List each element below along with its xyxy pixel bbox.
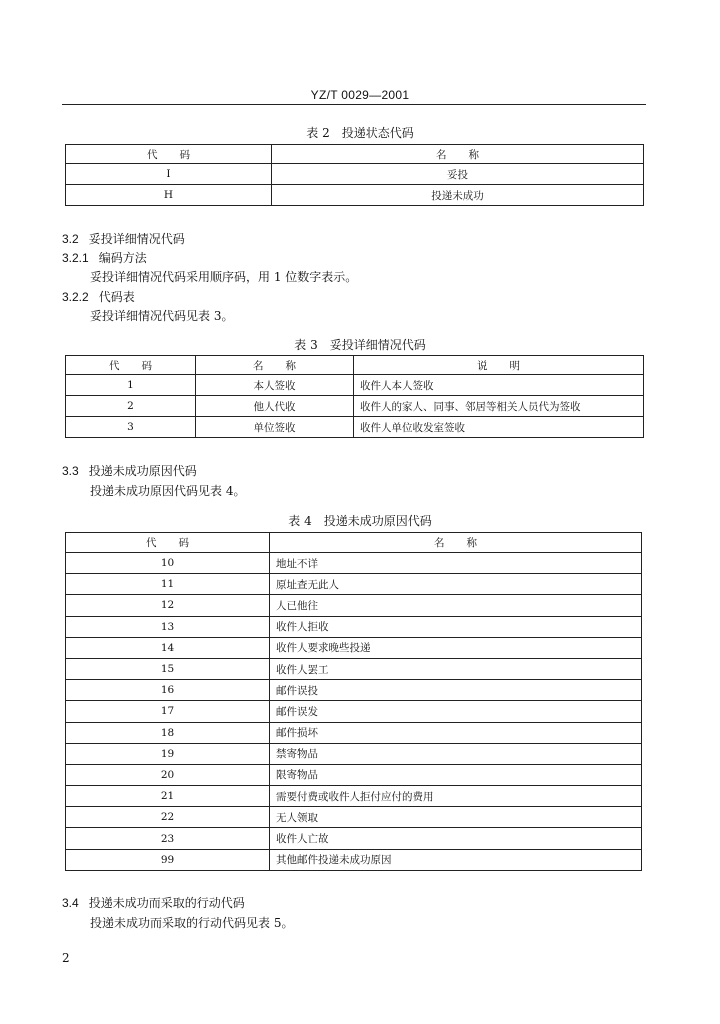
table2 [65,144,644,206]
cell-code: 13 [66,616,270,637]
cell-name: 无人领取 [270,807,642,828]
cell-code: 22 [66,807,270,828]
cell-name: 人已他往 [270,595,642,616]
cell-name: 他人代收 [196,396,354,417]
cell-code: I [66,164,272,185]
standard-number: YZ/T 0029—2001 [310,88,410,102]
cell-name: 妥投 [272,164,644,185]
cell-name: 邮件误投 [270,680,642,701]
col-header-code: 代码 [66,533,270,553]
section-3-4-text: 投递未成功而采取的行动代码见表 5。 [90,916,294,930]
table-row [66,375,644,396]
cell-code: 20 [66,764,270,785]
cell-code: 12 [66,595,270,616]
cell-name: 邮件损坏 [270,722,642,743]
section-3-4: 3.4 投递未成功而采取的行动代码 [62,896,245,910]
col-header-name: 名称 [270,533,642,553]
table-row [66,807,642,828]
cell-name: 其他邮件投递未成功原因 [270,849,642,870]
table-row [66,417,644,438]
cell-code: 15 [66,658,270,679]
cell-code: 16 [66,680,270,701]
table-header-row [66,533,642,553]
cell-code: 3 [66,417,196,438]
table-row [66,786,642,807]
cell-code: 19 [66,743,270,764]
cell-name: 收件人拒收 [270,616,642,637]
cell-desc: 收件人的家人、同事、邻居等相关人员代为签收 [354,396,644,417]
table4-body [66,553,642,871]
cell-code: 10 [66,553,270,574]
cell-desc: 收件人单位收发室签收 [354,417,644,438]
cell-code: 21 [66,786,270,807]
cell-code: 17 [66,701,270,722]
table-row [66,616,642,637]
cell-name: 需要付费或收件人拒付应付的费用 [270,786,642,807]
table-row [66,396,644,417]
cell-code: 18 [66,722,270,743]
cell-name: 本人签收 [196,375,354,396]
table4-caption: 表 4 投递未成功原因代码 [288,514,432,528]
cell-code: 2 [66,396,196,417]
col-header-name: 名称 [272,145,644,164]
table-row [66,574,642,595]
table-row [66,828,642,849]
section-3-2-1: 3.2.1 编码方法 [62,251,147,265]
cell-name: 邮件误发 [270,701,642,722]
cell-name: 地址不详 [270,553,642,574]
cell-name: 禁寄物品 [270,743,642,764]
table-row [66,722,642,743]
header-rule [62,104,646,105]
cell-name: 单位签收 [196,417,354,438]
table3-caption: 表 3 妥投详细情况代码 [294,338,426,352]
cell-code: 99 [66,849,270,870]
cell-code: H [66,185,272,206]
table-row [66,743,642,764]
table-row [66,595,642,616]
cell-name: 投递未成功 [272,185,644,206]
cell-name: 收件人要求晚些投递 [270,637,642,658]
table3 [65,355,644,438]
cell-name: 原址查无此人 [270,574,642,595]
cell-name: 收件人罢工 [270,658,642,679]
table2-caption: 表 2 投递状态代码 [306,126,414,140]
cell-desc: 收件人本人签收 [354,375,644,396]
cell-code: 14 [66,637,270,658]
section-3-2-1-text: 妥投详细情况代码采用顺序码，用 1 位数字表示。 [90,270,358,284]
table-row [66,764,642,785]
table-row [66,658,642,679]
cell-name: 收件人亡故 [270,828,642,849]
col-header-name: 名称 [196,356,354,375]
table-row [66,553,642,574]
section-3-2-2-text: 妥投详细情况代码见表 3。 [90,309,234,323]
section-3-2-2: 3.2.2 代码表 [62,290,135,304]
section-3-3-text: 投递未成功原因代码见表 4。 [90,484,246,498]
col-header-code: 代码 [66,145,272,164]
cell-name: 限寄物品 [270,764,642,785]
section-3-3: 3.3 投递未成功原因代码 [62,464,197,478]
col-header-desc: 说明 [354,356,644,375]
table-row [66,185,644,206]
table-header-row [66,356,644,375]
cell-code: 11 [66,574,270,595]
page-number: 2 [62,951,70,965]
table-row [66,701,642,722]
table-row [66,849,642,870]
cell-code: 1 [66,375,196,396]
table-row [66,637,642,658]
table-header-row [66,145,644,164]
cell-code: 23 [66,828,270,849]
col-header-code: 代码 [66,356,196,375]
section-3-2: 3.2 妥投详细情况代码 [62,232,185,246]
table-row [66,164,644,185]
table4 [65,532,642,871]
table-row [66,680,642,701]
